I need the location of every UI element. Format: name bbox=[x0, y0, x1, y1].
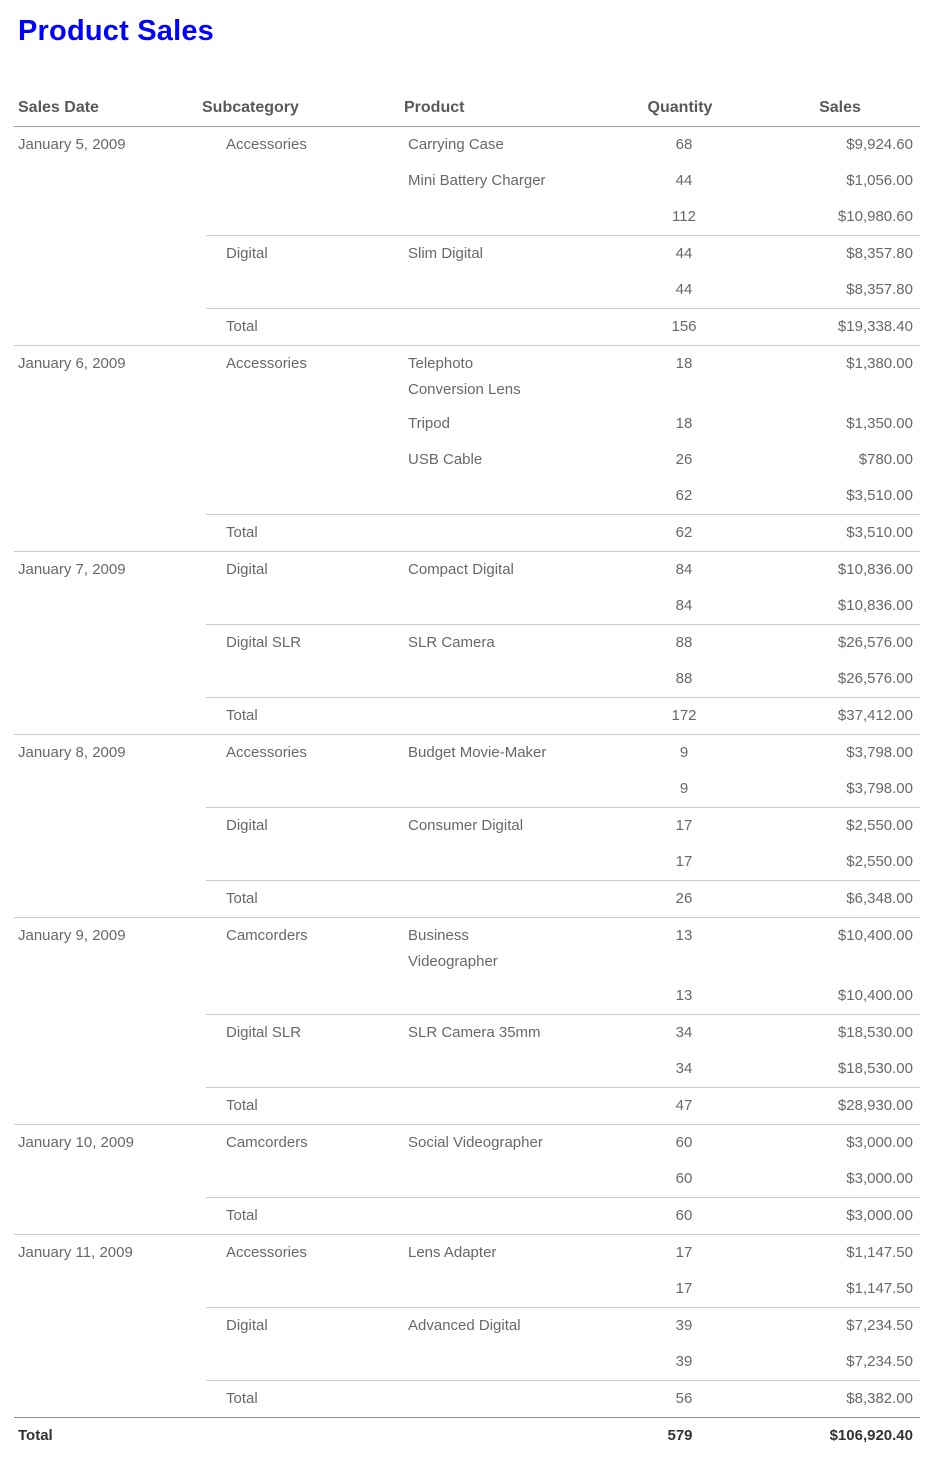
sales-cell: $780.00 bbox=[858, 451, 913, 468]
date-group bbox=[14, 345, 920, 551]
subcategory-cell: Digital bbox=[226, 561, 268, 578]
product-row bbox=[206, 1235, 920, 1271]
sales-date-cell: January 5, 2009 bbox=[18, 136, 126, 153]
subcategory-cell: Camcorders bbox=[226, 927, 308, 944]
product-cell: SLR Camera bbox=[408, 634, 495, 651]
column-header-sales: Sales bbox=[819, 99, 861, 116]
quantity-cell: 26 bbox=[675, 451, 693, 468]
subtotal-sales-cell: $8,357.80 bbox=[846, 281, 913, 298]
date-group bbox=[14, 551, 920, 734]
subcategory-group bbox=[206, 127, 920, 235]
grand-total-label: Total bbox=[18, 1427, 53, 1444]
subtotal-row bbox=[206, 199, 920, 235]
subcategory-group bbox=[206, 1307, 920, 1380]
sales-cell: $3,798.00 bbox=[846, 744, 913, 761]
group-total-label: Total bbox=[226, 524, 258, 541]
product-cell: Business Videographer bbox=[408, 927, 498, 970]
subtotal-quantity-cell: 17 bbox=[675, 1280, 693, 1297]
subtotal-sales-cell: $10,980.60 bbox=[837, 208, 913, 225]
product-cell: Slim Digital bbox=[408, 245, 484, 262]
sales-cell: $1,056.00 bbox=[846, 172, 913, 189]
quantity-cell: 39 bbox=[675, 1317, 693, 1334]
group-total-sales-cell: $19,338.40 bbox=[837, 318, 913, 335]
sales-date-cell: January 6, 2009 bbox=[18, 355, 126, 372]
quantity-cell: 13 bbox=[675, 927, 693, 944]
subtotal-quantity-cell: 44 bbox=[675, 281, 693, 298]
group-total-label: Total bbox=[226, 1207, 258, 1224]
sales-cell: $1,380.00 bbox=[846, 355, 913, 372]
subtotal-row bbox=[206, 844, 920, 880]
quantity-cell: 60 bbox=[675, 1134, 693, 1151]
subcategory-group bbox=[206, 1014, 920, 1087]
column-header-quantity: Quantity bbox=[647, 99, 713, 116]
subtotal-quantity-cell: 60 bbox=[675, 1170, 693, 1187]
subtotal-row bbox=[206, 1344, 920, 1380]
sales-cell: $1,350.00 bbox=[846, 415, 913, 432]
quantity-cell: 18 bbox=[675, 355, 693, 372]
product-row bbox=[206, 236, 920, 272]
sales-date-cell: January 10, 2009 bbox=[18, 1134, 134, 1151]
product-cell: Compact Digital bbox=[408, 561, 514, 578]
subtotal-row bbox=[206, 272, 920, 308]
product-row bbox=[206, 442, 920, 478]
subtotal-quantity-cell: 9 bbox=[679, 780, 689, 797]
subtotal-sales-cell: $3,798.00 bbox=[846, 780, 913, 797]
subtotal-row bbox=[206, 478, 920, 514]
subcategory-group bbox=[206, 807, 920, 880]
group-total-sales-cell: $3,000.00 bbox=[846, 1207, 913, 1224]
group-total-sales-cell: $8,382.00 bbox=[846, 1390, 913, 1407]
quantity-cell: 88 bbox=[675, 634, 693, 651]
quantity-cell: 44 bbox=[675, 172, 693, 189]
product-sales-table bbox=[14, 90, 920, 1454]
group-total-label: Total bbox=[226, 890, 258, 907]
subcategory-group bbox=[206, 624, 920, 697]
sales-cell: $8,357.80 bbox=[846, 245, 913, 262]
subtotal-row bbox=[206, 588, 920, 624]
group-total-label: Total bbox=[226, 1097, 258, 1114]
product-row bbox=[206, 552, 920, 588]
quantity-cell: 9 bbox=[679, 744, 689, 761]
subtotal-quantity-cell: 39 bbox=[675, 1353, 693, 1370]
product-row bbox=[206, 163, 920, 199]
group-total-row bbox=[206, 697, 920, 734]
subtotal-sales-cell: $3,000.00 bbox=[846, 1170, 913, 1187]
subcategory-cell: Digital SLR bbox=[226, 1024, 302, 1041]
sales-date-cell: January 11, 2009 bbox=[18, 1244, 133, 1261]
group-total-quantity-cell: 56 bbox=[675, 1390, 693, 1407]
subtotal-row bbox=[206, 978, 920, 1014]
subtotal-row bbox=[206, 1051, 920, 1087]
sales-cell: $9,924.60 bbox=[846, 136, 913, 153]
date-group bbox=[14, 127, 920, 345]
subcategory-cell: Camcorders bbox=[226, 1134, 308, 1151]
subtotal-row bbox=[206, 661, 920, 697]
group-total-sales-cell: $28,930.00 bbox=[837, 1097, 913, 1114]
product-row bbox=[206, 1015, 920, 1051]
group-total-row bbox=[206, 880, 920, 917]
subcategory-group bbox=[206, 918, 920, 1014]
sales-date-cell: January 8, 2009 bbox=[18, 744, 126, 761]
product-row bbox=[206, 1308, 920, 1344]
subcategory-cell: Accessories bbox=[226, 136, 307, 153]
date-group bbox=[14, 1234, 920, 1417]
subcategory-group bbox=[206, 1235, 920, 1307]
subtotal-sales-cell: $10,836.00 bbox=[837, 597, 913, 614]
subtotal-row bbox=[206, 771, 920, 807]
sales-cell: $26,576.00 bbox=[837, 634, 913, 651]
quantity-cell: 17 bbox=[675, 1244, 693, 1261]
sales-cell: $10,836.00 bbox=[837, 561, 913, 578]
subtotal-quantity-cell: 13 bbox=[675, 987, 693, 1004]
sales-date-cell: January 9, 2009 bbox=[18, 927, 126, 944]
product-cell: Carrying Case bbox=[408, 136, 504, 153]
subcategory-cell: Digital bbox=[226, 1317, 268, 1334]
subtotal-quantity-cell: 84 bbox=[675, 597, 693, 614]
subtotal-sales-cell: $7,234.50 bbox=[846, 1353, 913, 1370]
group-total-quantity-cell: 60 bbox=[675, 1207, 693, 1224]
table-header-row bbox=[14, 90, 920, 127]
quantity-cell: 68 bbox=[675, 136, 693, 153]
group-total-sales-cell: $37,412.00 bbox=[837, 707, 913, 724]
subcategory-group bbox=[206, 1125, 920, 1197]
subcategory-group bbox=[206, 235, 920, 308]
product-row bbox=[206, 1125, 920, 1161]
quantity-cell: 18 bbox=[675, 415, 693, 432]
group-total-label: Total bbox=[226, 318, 258, 335]
group-total-row bbox=[206, 514, 920, 551]
product-cell: USB Cable bbox=[408, 451, 483, 468]
group-total-quantity-cell: 47 bbox=[675, 1097, 693, 1114]
group-total-label: Total bbox=[226, 1390, 258, 1407]
product-row bbox=[206, 735, 920, 771]
sales-cell: $2,550.00 bbox=[846, 817, 913, 834]
product-cell: Lens Adapter bbox=[408, 1244, 497, 1261]
group-total-sales-cell: $6,348.00 bbox=[846, 890, 913, 907]
page-title: Product Sales bbox=[18, 15, 214, 47]
subtotal-quantity-cell: 17 bbox=[675, 853, 693, 870]
subcategory-cell: Digital bbox=[226, 245, 268, 262]
quantity-cell: 84 bbox=[675, 561, 693, 578]
group-total-sales-cell: $3,510.00 bbox=[846, 524, 913, 541]
product-cell: Telephoto Conversion Lens bbox=[408, 355, 521, 398]
quantity-cell: 44 bbox=[675, 245, 693, 262]
sales-cell: $1,147.50 bbox=[846, 1244, 913, 1261]
product-row bbox=[206, 127, 920, 163]
group-total-row bbox=[206, 1197, 920, 1234]
subcategory-cell: Digital SLR bbox=[226, 634, 302, 651]
subtotal-row bbox=[206, 1271, 920, 1307]
product-row bbox=[206, 625, 920, 661]
subcategory-group bbox=[206, 346, 920, 514]
group-total-label: Total bbox=[226, 707, 258, 724]
subcategory-cell: Accessories bbox=[226, 355, 307, 372]
column-header-sales-date: Sales Date bbox=[18, 99, 99, 116]
sales-cell: $3,000.00 bbox=[846, 1134, 913, 1151]
product-cell: Advanced Digital bbox=[408, 1317, 521, 1334]
product-row bbox=[206, 918, 920, 978]
product-row bbox=[206, 808, 920, 844]
subtotal-sales-cell: $10,400.00 bbox=[837, 987, 913, 1004]
subcategory-cell: Accessories bbox=[226, 744, 307, 761]
product-cell: Budget Movie-Maker bbox=[408, 744, 547, 761]
subcategory-cell: Accessories bbox=[226, 1244, 307, 1261]
sales-date-cell: January 7, 2009 bbox=[18, 561, 126, 578]
product-cell: Tripod bbox=[408, 415, 450, 432]
date-group bbox=[14, 1124, 920, 1234]
product-cell: Mini Battery Charger bbox=[408, 172, 546, 189]
subcategory-cell: Digital bbox=[226, 817, 268, 834]
sales-cell: $18,530.00 bbox=[837, 1024, 913, 1041]
group-total-quantity-cell: 26 bbox=[675, 890, 693, 907]
subcategory-group bbox=[206, 552, 920, 624]
group-total-quantity-cell: 156 bbox=[671, 318, 697, 335]
subcategory-group bbox=[206, 735, 920, 807]
product-cell: Consumer Digital bbox=[408, 817, 524, 834]
subtotal-sales-cell: $18,530.00 bbox=[837, 1060, 913, 1077]
group-total-row bbox=[206, 1087, 920, 1124]
subtotal-quantity-cell: 112 bbox=[672, 208, 696, 225]
group-total-quantity-cell: 172 bbox=[671, 707, 697, 724]
grand-total-sales-cell: $106,920.40 bbox=[829, 1427, 913, 1444]
subtotal-sales-cell: $1,147.50 bbox=[846, 1280, 913, 1297]
subtotal-quantity-cell: 34 bbox=[675, 1060, 693, 1077]
subtotal-sales-cell: $26,576.00 bbox=[837, 670, 913, 687]
quantity-cell: 34 bbox=[675, 1024, 693, 1041]
sales-cell: $10,400.00 bbox=[837, 927, 913, 944]
subtotal-quantity-cell: 62 bbox=[675, 487, 693, 504]
group-total-row bbox=[206, 308, 920, 345]
product-cell: SLR Camera 35mm bbox=[408, 1024, 541, 1041]
product-cell: Social Videographer bbox=[408, 1134, 543, 1151]
date-group bbox=[14, 734, 920, 917]
group-total-quantity-cell: 62 bbox=[675, 524, 693, 541]
product-row bbox=[206, 406, 920, 442]
date-group bbox=[14, 917, 920, 1124]
subtotal-sales-cell: $3,510.00 bbox=[846, 487, 913, 504]
subtotal-quantity-cell: 88 bbox=[675, 670, 693, 687]
grand-total-row bbox=[14, 1417, 920, 1454]
subtotal-row bbox=[206, 1161, 920, 1197]
product-row bbox=[206, 346, 920, 406]
column-header-product: Product bbox=[404, 99, 465, 116]
column-header-subcategory: Subcategory bbox=[202, 99, 299, 116]
subtotal-sales-cell: $2,550.00 bbox=[846, 853, 913, 870]
group-total-row bbox=[206, 1380, 920, 1417]
grand-total-quantity-cell: 579 bbox=[667, 1427, 693, 1444]
quantity-cell: 17 bbox=[675, 817, 693, 834]
sales-cell: $7,234.50 bbox=[846, 1317, 913, 1334]
